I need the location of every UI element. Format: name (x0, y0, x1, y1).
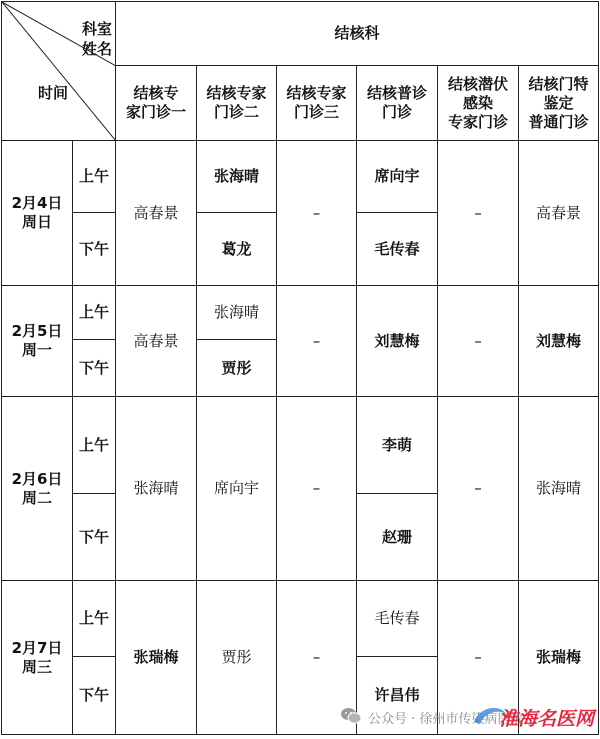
period-pm: 下午 (73, 340, 116, 397)
table-row (2, 397, 599, 494)
table-row (2, 581, 599, 657)
site-logo: 淮海名医网 (498, 708, 594, 730)
cell-doctor: 张瑞梅 (116, 581, 197, 735)
cell-doctor: 高春景 (116, 286, 197, 397)
table-row (2, 141, 599, 213)
cell-doctor: 高春景 (116, 141, 197, 286)
cell-doctor: 席向宇 (357, 141, 438, 213)
cell-doctor: 贾彤 (197, 581, 277, 735)
period-pm: 下午 (73, 494, 116, 581)
cell-doctor: 张海晴 (116, 397, 197, 581)
dept-label: 科室 (81, 20, 112, 38)
cell-doctor: 张海晴 (519, 397, 599, 581)
cell-empty: – (438, 286, 519, 397)
department-group-header: 结核科 (116, 2, 599, 66)
cell-empty: – (438, 141, 519, 286)
column-header-6: 结核门特 鉴定 普通门诊 (519, 66, 599, 141)
cell-empty: – (277, 286, 357, 397)
column-header-2: 结核专家 门诊二 (197, 66, 277, 141)
schedule-table (1, 1, 599, 735)
cell-doctor: 席向宇 (197, 397, 277, 581)
column-header-3: 结核专家 门诊三 (277, 66, 357, 141)
cell-doctor: 许昌伟 (357, 657, 438, 735)
cell-doctor: 刘慧梅 (519, 286, 599, 397)
date-cell: 2月5日 周一 (2, 286, 73, 397)
cell-doctor: 李萌 (357, 397, 438, 494)
cell-doctor: 毛传春 (357, 213, 438, 286)
period-am: 上午 (73, 141, 116, 213)
cell-empty: – (277, 141, 357, 286)
watermark-text: 公众号 · 徐州市传染病医院 (368, 712, 524, 727)
column-header-1: 结核专 家门诊一 (116, 66, 197, 141)
date-cell: 2月7日 周三 (2, 581, 73, 735)
name-label: 姓名 (81, 40, 112, 58)
cell-empty: – (277, 581, 357, 735)
cell-doctor: 高春景 (519, 141, 599, 286)
cell-doctor: 葛龙 (197, 213, 277, 286)
cell-doctor: 张海晴 (197, 141, 277, 213)
date-cell: 2月4日 周日 (2, 141, 73, 286)
header-diagonal-cell (2, 2, 116, 141)
cell-doctor: 刘慧梅 (357, 286, 438, 397)
cell-doctor: 张海晴 (197, 286, 277, 340)
period-pm: 下午 (73, 657, 116, 735)
cell-empty: – (438, 581, 519, 735)
cell-empty: – (438, 397, 519, 581)
diagonal-top-labels (60, 19, 112, 59)
period-am: 上午 (73, 581, 116, 657)
wechat-icon (340, 706, 362, 726)
period-pm: 下午 (73, 213, 116, 286)
table-row (2, 286, 599, 340)
period-am: 上午 (73, 286, 116, 340)
column-header-4: 结核普诊 门诊 (357, 66, 438, 141)
watermark (340, 702, 600, 732)
cell-empty: – (277, 397, 357, 581)
cell-doctor: 张瑞梅 (519, 581, 599, 735)
period-am: 上午 (73, 397, 116, 494)
cell-doctor: 贾彤 (197, 340, 277, 397)
time-label: 时间 (38, 84, 69, 102)
cell-doctor: 毛传春 (357, 581, 438, 657)
column-header-5: 结核潜伏 感染 专家门诊 (438, 66, 519, 141)
date-cell: 2月6日 周二 (2, 397, 73, 581)
cell-doctor: 赵珊 (357, 494, 438, 581)
